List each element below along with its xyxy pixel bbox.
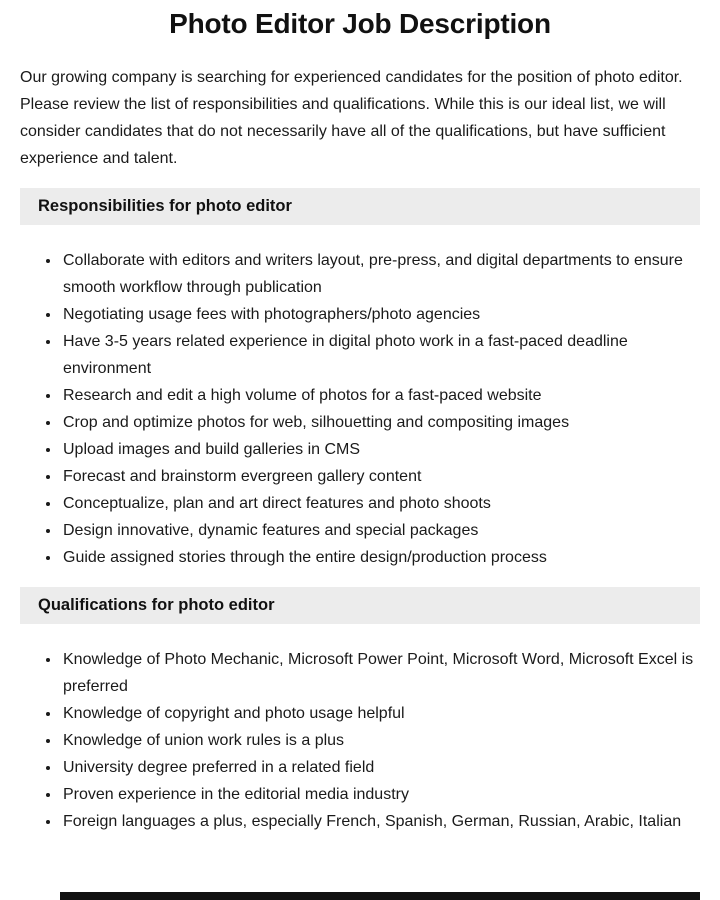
list-item: • Conceptualize, plan and art direct features and photo shoots: [61, 490, 700, 517]
list-item: • Negotiating usage fees with photographers/photo agencies: [61, 301, 700, 328]
list-item: • Foreign languages a plus, especially French, Spanish, German, Russian, Arabic, Italian: [61, 808, 700, 835]
list-item: • Knowledge of union work rules is a plus: [61, 727, 700, 754]
list-item: • University degree preferred in a related field: [61, 754, 700, 781]
bottom-divider-bar: [60, 892, 700, 900]
section-header-qualifications: Qualifications for photo editor: [20, 587, 700, 624]
list-item: • Guide assigned stories through the entire design/production process: [61, 544, 700, 571]
list-item: • Knowledge of Photo Mechanic, Microsoft Power Point, Microsoft Word, Microsoft Excel is preferred: [61, 646, 700, 700]
responsibilities-list: [20, 247, 700, 571]
qualifications-list: [20, 646, 700, 835]
intro-paragraph: Our growing company is searching for experienced candidates for the position of photo editor. Please review the list of responsibilities and qualifications. While this is our ideal list, we will consider candidates that do not necessarily have all of the qualifications, but have sufficient experience and talent.: [20, 69, 683, 167]
list-item: • Upload images and build galleries in CMS: [61, 436, 700, 463]
list-item: • Collaborate with editors and writers layout, pre-press, and digital departments to ensure smooth workflow through publication: [61, 247, 700, 301]
list-item: • Forecast and brainstorm evergreen gallery content: [61, 463, 700, 490]
list-item: • Proven experience in the editorial media industry: [61, 781, 700, 808]
page-title: Photo Editor Job Description: [169, 8, 551, 39]
list-item: • Crop and optimize photos for web, silhouetting and compositing images: [61, 409, 700, 436]
job-description-document: [0, 8, 720, 835]
list-item: • Knowledge of copyright and photo usage helpful: [61, 700, 700, 727]
list-item: • Research and edit a high volume of photos for a fast-paced website: [61, 382, 700, 409]
section-header-responsibilities: Responsibilities for photo editor: [20, 188, 700, 225]
list-item: • Design innovative, dynamic features and special packages: [61, 517, 700, 544]
list-item: • Have 3-5 years related experience in digital photo work in a fast-paced deadline environment: [61, 328, 700, 382]
